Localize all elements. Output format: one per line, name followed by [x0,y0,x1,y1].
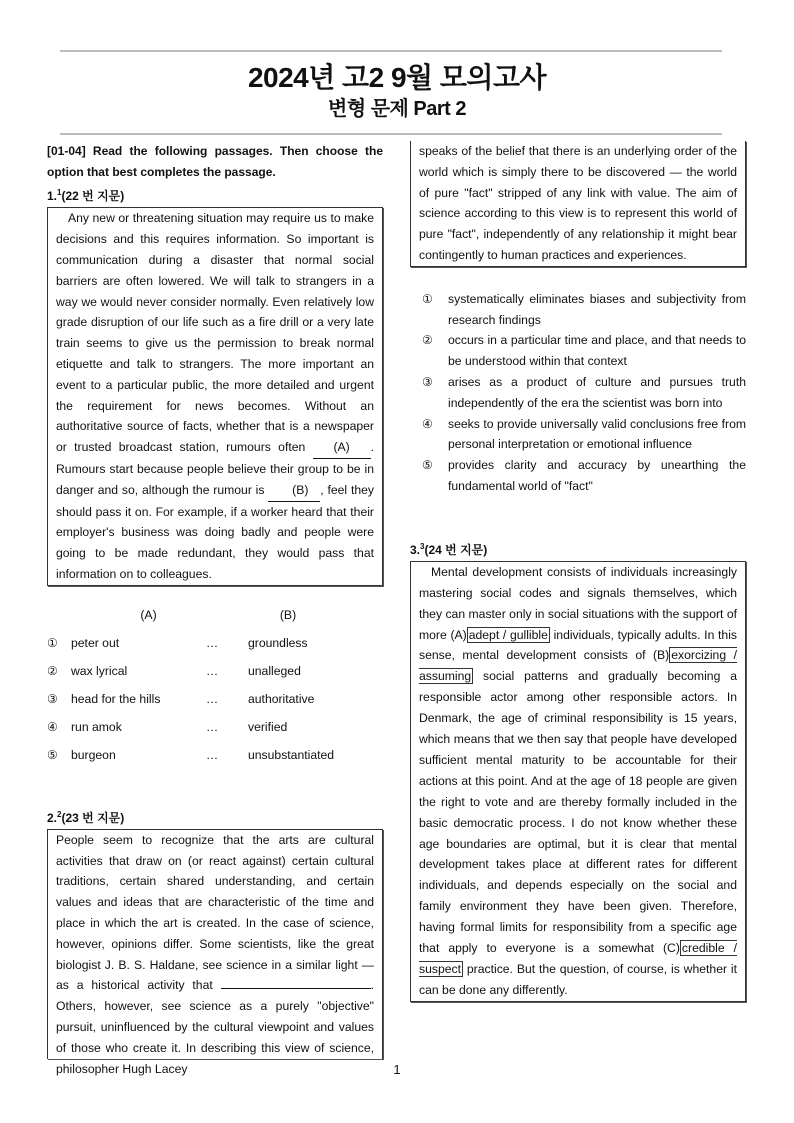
choice-box-a: adept / gullible [468,627,548,642]
option-5[interactable]: ⑤ provides clarity and accuracy by unearthing the fundamental world of "fact" [422,458,746,493]
blank-a: (A) [313,437,371,459]
q2-blank [221,988,371,989]
q3-label: 3.$^3$(24 번 지문) [410,542,488,557]
blank-b: (B) [268,480,320,502]
column-b-header: (B) [279,608,297,623]
q2-label: 2.$^2$(23 번 지문) [47,810,125,825]
instructions: [01-04] Read the following passages. Then choose the option that best completes the passage. [47,144,383,179]
option-4[interactable]: ④ seeks to provide universally valid conclusions free from personal interpretation or emotional influence [422,416,746,452]
column-a-header: (A) [140,608,157,623]
q2-passage: People seem to recognize that the arts are cultural activities that draw on (or react against) certain cultural traditions, certain shared understanding, and certain values and ideas that are characteristic of the time and place in which the art is created. In the case of science, however, opinions differ. Some scientists, like the great biologist J. B. S. Haldane, see science in a similar light — as a historical activity that . Others, however, see science as a purely "objective" pursuit, uninfluenced by the cultural viewpoint and values of those who create it. In describing this view of science, philosopher Hugh Lacey [47,829,383,1059]
q1-passage: Any new or threatening situation may require us to make decisions and this requires information. So important is communication during a disaster that normal social barriers are often lowered. We will talk to strangers in a way we would never consider normally. Even relatively low grade disruption of our life such as a fire drill or a very late train seems to give us the permission to break normal etiquette and talk to strangers. The more important an event to a particular public, the more detailed and urgent the requirement for news becomes. Without an authoritative source of facts, whether that is a newspaper or trusted broadcast station, rumours often (A) . Rumours start because people believe their group to be in danger and so, although the rumour is (B) , feel they should pass it on. For example, if a worker heard that their employer's business was doing badly and people were going to be made redundant, they would pass that information on to colleagues. [47,207,383,585]
option-1[interactable]: ① systematically eliminates biases and subjectivity from research findings [422,291,746,327]
page-title: 2024년 고2 9월 모의고사 [247,62,547,93]
option-row[interactable]: ④ run amok … verified [47,720,288,735]
right-column [410,141,746,497]
q2-passage-continued: speaks of the belief that there is an underlying order of the world which is simply there to be discovered — the world of pure "fact" stripped of any link with value. The aim of science according to this view is to represent this world of pure "fact", independently of any relationship it might bear contingently to human practices and experiences. [410,141,746,267]
option-row[interactable]: ① peter out … groundless [47,636,308,651]
header-rule [60,133,722,135]
q3-passage: Mental development consists of individuals increasingly mastering social codes and signals themselves, which they can master only in social situations with the support of more (A) adept / gullible individuals, typically adults. In this sense, mental development consists of (B) exorcizing / assuming social patterns and gradually becoming a responsible actor among other responsible actors. In Denmark, the age of criminal responsibility is 15 years, which means that we then say that people have developed sufficient mental maturity to be accountable for their actions at this point. And at the age of 18 people are given the right to vote and are thereby formally included in the basic democratic process. I do not know whether these age boundaries are optimal, but it is clear that mental development takes place at different rates for different individuals, and depends especially on the social and family environment they have been given. Therefore, having formal limits for responsibility from a specific age that apply to everyone is a somewhat (C) credible / suspect practice. But the question, of course, is whether it can be done any differently. [410,561,746,1002]
choice-box-b: exorcizing / assuming [419,648,738,684]
top-rule [60,50,722,52]
q3-block [410,537,746,1002]
q2-block [47,805,383,1076]
q1-label: 1.$^1$(22 번 지문) [47,187,125,203]
page-number: 1 [393,1062,401,1077]
option-2[interactable]: ② occurs in a particular time and place, and that needs to be understood within that context [422,333,746,369]
left-column [47,141,383,770]
option-3[interactable]: ③ arises as a product of culture and pursues truth independently of the era the scientist was born into [422,374,746,410]
q2-options [410,289,746,497]
page-subtitle: 변형 문제 Part 2 [328,98,466,120]
option-row[interactable]: ③ head for the hills … authoritative [47,692,315,707]
option-row[interactable]: ② wax lyrical … unalleged [47,664,301,679]
q1-options [47,602,383,770]
choice-box-c: credible / suspect [419,941,738,977]
option-row[interactable]: ⑤ burgeon … unsubstantiated [47,748,335,763]
